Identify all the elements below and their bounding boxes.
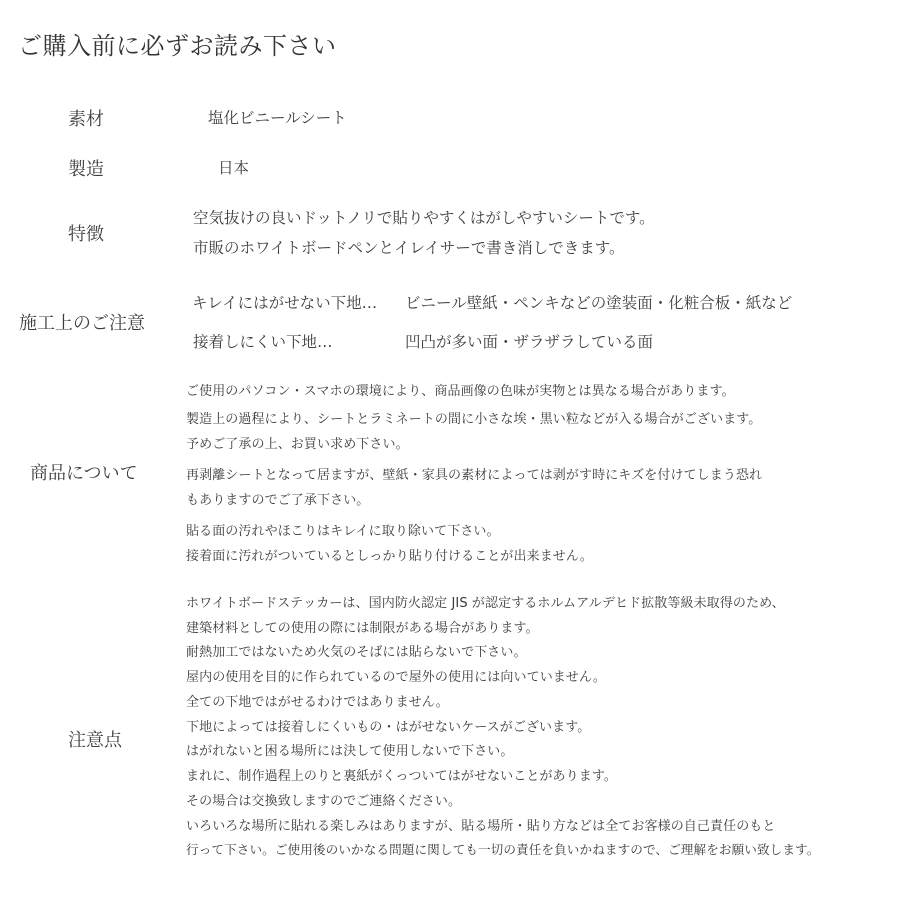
installation-value: ビニール壁紙・ペンキなどの塗装面・化粧合板・紙など	[405, 294, 793, 312]
product-line: 再剥離シートとなって居ますが、壁紙・家具の素材によっては剥がす時にキズを付けてしまう恐れ	[186, 468, 763, 483]
caution-line: はがれないと困る場所には決して使用しないで下さい。	[186, 744, 514, 759]
caution-line: その場合は交換致しますのでご連絡ください。	[186, 794, 462, 809]
manufacture-label: 製造	[68, 159, 104, 180]
manufacture-value: 日本	[218, 159, 250, 177]
product-line: ご使用のパソコン・スマホの環境により、商品画像の色味が実物とは異なる場合があります。	[186, 384, 735, 399]
caution-line: 屋内の使用を目的に作られているので屋外の使用には向いていません。	[186, 670, 606, 685]
caution-line: 全ての下地ではがせるわけではありません。	[186, 695, 449, 710]
features-label: 特徴	[68, 224, 104, 245]
caution-line: まれに、制作過程上のりと裏紙がくっついてはがせないことがあります。	[186, 769, 618, 784]
installation-value: 凹凸が多い面・ザラザラしている面	[405, 333, 654, 351]
caution-line: 行って下さい。ご使用後のいかなる問題に関しても一切の責任を負いかねますので、ご理解をお願い致します。	[186, 842, 820, 857]
features-line: 市販のホワイトボードペンとイレイサーで書き消しできます。	[193, 239, 625, 257]
features-line: 空気抜けの良いドットノリで貼りやすくはがしやすいシートです。	[193, 209, 655, 227]
product-line: 貼る面の汚れやほこりはキレイに取り除いて下さい。	[186, 524, 500, 539]
material-value: 塩化ビニールシート	[208, 109, 347, 127]
caution-line: いろいろな場所に貼れる楽しみはありますが、貼る場所・貼り方などは全てお客様の自己責任のもと	[186, 819, 776, 834]
installation-label: 施工上のご注意	[19, 313, 145, 334]
caution-line: 耐熱加工ではないため火気のそばには貼らないで下さい。	[186, 645, 527, 660]
product-line: 接着面に汚れがついているとしっかり貼り付けることが出来ません。	[186, 549, 593, 564]
cautions-label: 注意点	[68, 730, 122, 751]
product-line: もありますのでご了承下さい。	[186, 493, 370, 508]
product-label: 商品について	[30, 463, 138, 484]
caution-line: 下地によっては接着しにくいもの・はがせないケースがございます。	[186, 720, 591, 735]
caution-line: ホワイトボードステッカーは、国内防火認定 JIS が認定するホルムアルデヒド拡散等級未取得のため、	[186, 596, 785, 611]
installation-key: 接着しにくい下地…	[193, 333, 333, 351]
installation-key: キレイにはがせない下地…	[192, 294, 378, 312]
page-title: ご購入前に必ずお読み下さい	[18, 32, 337, 60]
material-label: 素材	[68, 109, 104, 130]
product-line: 製造上の過程により、シートとラミネートの間に小さな埃・黒い粒などが入る場合がございます。	[186, 412, 762, 427]
caution-line: 建築材料としての使用の際には制限がある場合があります。	[186, 621, 539, 636]
product-line: 予めご了承の上、お買い求め下さい。	[186, 437, 409, 452]
